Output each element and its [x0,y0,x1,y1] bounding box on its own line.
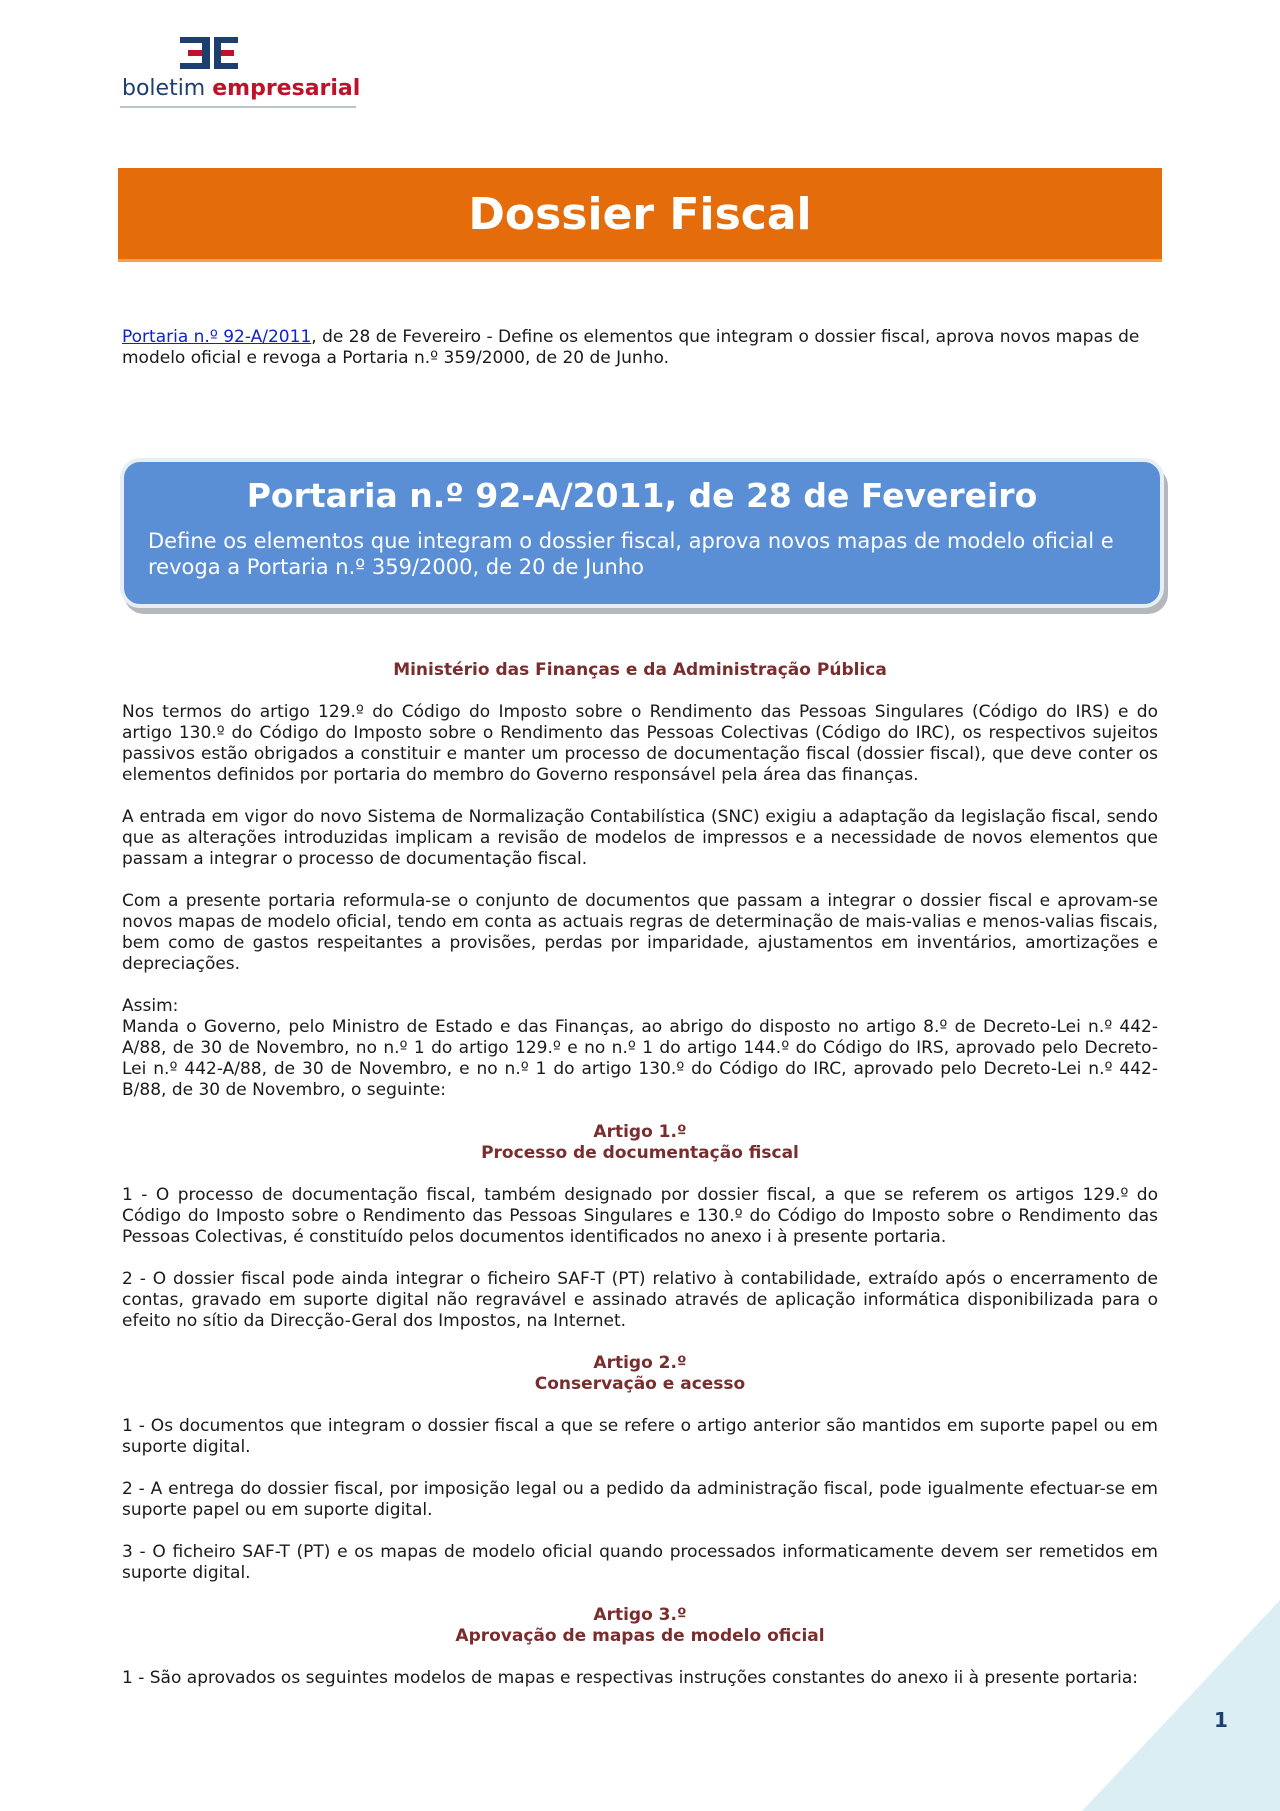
intro-text: , de 28 de Fevereiro - Define os elementos que integram o dossier fiscal, aprova novos mapas de modelo oficial e revoga a Portaria n.º 359/2000, de 20 de Junho. [122,327,1140,368]
article-title: Processo de documentação fiscal [481,1143,799,1163]
article-2-item-1: 1 - Os documentos que integram o dossier fiscal a que se refere o artigo anterior são mantidos em suporte papel ou em suporte digital. [122,1416,1158,1457]
paragraph-4-body: Manda o Governo, pelo Ministro de Estado e das Finanças, ao abrigo do disposto no artigo 8.º de Decreto-Lei n.º 442-A/88, de 30 de Novembro, no n.º 1 do artigo 129.º e no n.º 1 do artigo 144.º do Código do IRS, aprovado pelo Decreto-Lei n.º 442-A/88, de 30 de Novembro, e no n.º 1 do artigo 130.º do Código do IRC, aprovado pelo Decreto-Lei n.º 442-B/88, de 30 de Novembro, o seguinte: [122,1017,1158,1100]
document-body [122,660,1158,1710]
article-number: Artigo 1.º [593,1122,687,1142]
logo-text: boletim empresarial [122,76,361,101]
logo-mark-icon [180,34,238,72]
intro-paragraph [122,327,1158,369]
article-3-item-1: 1 - São aprovados os seguintes modelos de mapas e respectivas instruções constantes do anexo ii à presente portaria: [122,1668,1139,1688]
page-number: 1 [1214,1708,1228,1732]
callout-subtitle: Define os elementos que integram o dossier fiscal, aprova novos mapas de modelo oficial e revoga a Portaria n.º 359/2000, de 20 de Junho [148,529,1114,579]
paragraph-1: Nos termos do artigo 129.º do Código do Imposto sobre o Rendimento das Pessoas Singulares (Código do IRS) e do artigo 130.º do Código do Imposto sobre o Rendimento das Pessoas Colectivas (Código do IRC), os respectivos sujeitos passivos estão obrigados a constituir e manter um processo de documentação fiscal (dossier fiscal), que deve conter os elementos definidos por portaria do membro do Governo responsável pela área das finanças. [122,702,1158,785]
article-2-item-3: 3 - O ficheiro SAF-T (PT) e os mapas de modelo oficial quando processados informaticamente devem ser remetidos em suporte digital. [122,1542,1158,1583]
corner-decoration [1082,1600,1280,1811]
article-1-item-2: 2 - O dossier fiscal pode ainda integrar o ficheiro SAF-T (PT) relativo à contabilidade, extraído após o encerramento de contas, gravado em suporte digital não regravável e assinado através de aplicação informática disponibilizada para o efeito no sítio da Direcção-Geral dos Impostos, na Internet. [122,1269,1158,1331]
callout-title: Portaria n.º 92-A/2011, de 28 de Fevereiro [246,476,1038,515]
page-title-banner: Dossier Fiscal [118,168,1162,262]
paragraph-4 [122,996,1158,1101]
article-title: Aprovação de mapas de modelo oficial [455,1626,825,1646]
portaria-callout [120,458,1164,608]
logo [120,34,361,110]
article-2-heading [122,1353,1158,1395]
article-1-heading [122,1122,1158,1164]
article-number: Artigo 3.º [593,1605,687,1625]
article-3-heading [122,1605,1158,1647]
logo-divider [120,106,356,108]
paragraph-3: Com a presente portaria reformula-se o conjunto de documentos que passam a integrar o dossier fiscal e aprovam-se novos mapas de modelo oficial, tendo em conta as actuais regras de determinação de mais-valias e menos-valias fiscais, bem como de gastos respeitantes a provisões, perdas por imparidade, ajustamentos em inventários, amortizações e depreciações. [122,891,1158,974]
paragraph-4-lead: Assim: [122,996,179,1016]
article-title: Conservação e acesso [534,1374,746,1394]
paragraph-2: A entrada em vigor do novo Sistema de Normalização Contabilística (SNC) exigiu a adaptação da legislação fiscal, sendo que as alterações introduzidas implicam a revisão de modelos de impressos e a necessidade de novos elementos que passam a integrar o processo de documentação fiscal. [122,807,1158,869]
portaria-link[interactable]: Portaria n.º 92-A/2011 [122,327,312,347]
ministry-heading: Ministério das Finanças e da Administração Pública [393,660,887,680]
article-number: Artigo 2.º [593,1353,687,1373]
article-2-item-2: 2 - A entrega do dossier fiscal, por imposição legal ou a pedido da administração fiscal, pode igualmente efectuar-se em suporte papel ou em suporte digital. [122,1479,1158,1520]
article-1-item-1: 1 - O processo de documentação fiscal, também designado por dossier fiscal, a que se referem os artigos 129.º do Código do Imposto sobre o Rendimento das Pessoas Singulares e 130.º do Código do Imposto sobre o Rendimento das Pessoas Colectivas, é constituído pelos documentos identificados no anexo i à presente portaria. [122,1185,1158,1247]
